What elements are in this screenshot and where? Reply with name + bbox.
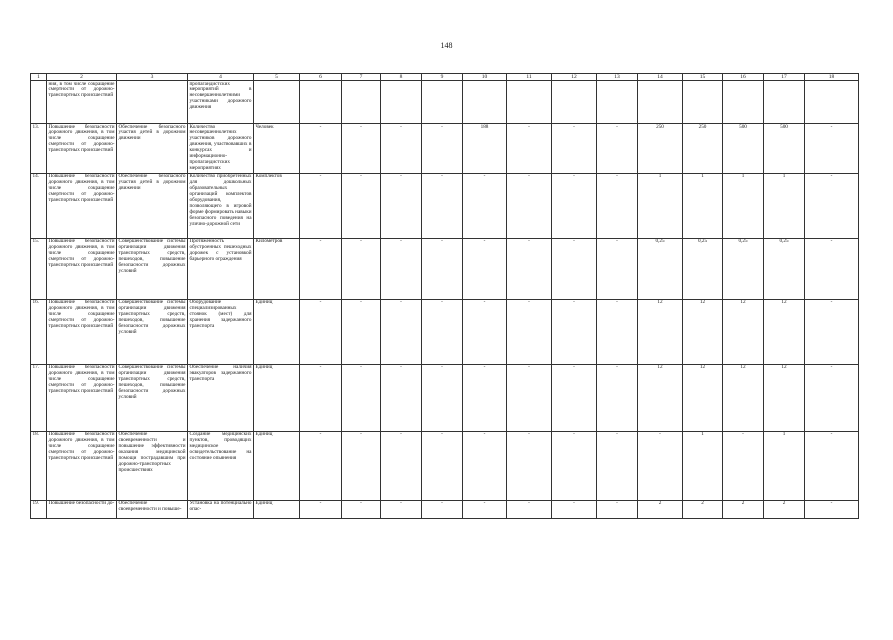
task-cell: Совершенствование системы организации движения транспортных средств, пешеходов, повышение безопасности дорожных условий	[117, 364, 188, 431]
column-number-cell: 1	[31, 74, 47, 81]
value-cell: -	[422, 364, 463, 431]
value-cell: -	[342, 173, 381, 238]
row-number-cell: 19.	[31, 500, 47, 518]
value-cell: -	[552, 431, 597, 500]
value-cell: -	[342, 431, 381, 500]
value-cell: -	[422, 124, 463, 174]
value-cell: 188	[463, 124, 507, 174]
row-number-cell: 13.	[31, 124, 47, 174]
value-cell: -	[463, 364, 507, 431]
value-cell	[683, 81, 723, 124]
row-number-cell: 15.	[31, 238, 47, 299]
value-cell	[805, 81, 859, 124]
unit-cell: Комплектов	[254, 173, 300, 238]
unit-cell: Единиц	[254, 431, 300, 500]
table-body	[31, 74, 859, 519]
value-cell: -	[597, 238, 638, 299]
value-cell: 12	[723, 364, 764, 431]
table-row	[31, 431, 859, 500]
value-cell: -	[422, 173, 463, 238]
value-cell: 1	[683, 431, 723, 500]
value-cell: -	[300, 238, 342, 299]
value-cell: 1	[683, 173, 723, 238]
table-row	[31, 500, 859, 518]
value-cell: -	[552, 500, 597, 518]
value-cell: 12	[683, 364, 723, 431]
value-cell: -	[381, 299, 422, 364]
value-cell: -	[552, 238, 597, 299]
value-cell: 12	[723, 299, 764, 364]
indicator-cell: Установка на потенциально опас-	[188, 500, 254, 518]
value-cell: 0,25	[638, 238, 683, 299]
value-cell: 12	[764, 299, 805, 364]
value-cell: -	[342, 124, 381, 174]
value-cell: -	[805, 299, 859, 364]
goal-cell: Повышение безопасности дорожного движения, в том числе сокращение смертности от дорожно-транспортных происшествий	[47, 299, 117, 364]
value-cell: -	[463, 431, 507, 500]
value-cell: -	[422, 299, 463, 364]
indicator-cell: Оборудование специализированных стоянок (мест) для хранения задержанного транспорта	[188, 299, 254, 364]
value-cell: -	[805, 173, 859, 238]
column-number-cell: 12	[552, 74, 597, 81]
indicator-cell: пропагандистских мероприятий в несовершеннолетними участниками дорожного движения	[188, 81, 254, 124]
value-cell: -	[805, 238, 859, 299]
task-cell: Обеспечение своевременности и повышение эффективности оказания медицинской помощи пострадавшим при дорожно-транспортных происшествиях	[117, 431, 188, 500]
goal-cell: ния, в том числе сокращение смертности от дорожно-транспортных происшествий	[47, 81, 117, 124]
value-cell: -	[507, 431, 552, 500]
value-cell: -	[300, 124, 342, 174]
value-cell: -	[381, 364, 422, 431]
value-cell: 1	[764, 431, 805, 500]
value-cell: -	[463, 299, 507, 364]
value-cell	[422, 81, 463, 124]
value-cell	[300, 81, 342, 124]
value-cell: -	[805, 124, 859, 174]
table-row	[31, 81, 859, 124]
indicator-cell: Количество приобретенных для дошкольных образовательных организаций комплектов оборудования, позволяющего в игровой форме формировать навыки безопасного поведения на улично-дорожной сети	[188, 173, 254, 238]
value-cell: -	[381, 173, 422, 238]
task-cell: Совершенствование системы организации движения транспортных средств, пешеходов, повышение безопасности дорожных условий	[117, 299, 188, 364]
value-cell: 250	[683, 124, 723, 174]
value-cell: -	[422, 238, 463, 299]
value-cell: -	[597, 364, 638, 431]
value-cell	[764, 81, 805, 124]
row-number-cell	[31, 81, 47, 124]
task-cell: Обеспечение безопасного участия детей в дорожном движении	[117, 124, 188, 174]
value-cell	[463, 81, 507, 124]
value-cell: 1	[638, 173, 683, 238]
column-number-cell: 16	[723, 74, 764, 81]
value-cell: -	[805, 364, 859, 431]
value-cell: -	[552, 364, 597, 431]
unit-cell: Километров	[254, 238, 300, 299]
column-number-cell: 18	[805, 74, 859, 81]
unit-cell: Единиц	[254, 299, 300, 364]
value-cell: -	[507, 364, 552, 431]
value-cell: -	[300, 299, 342, 364]
value-cell: -	[723, 431, 764, 500]
value-cell: -	[422, 431, 463, 500]
goal-cell: Повышение безопасности дорожного движения, в том числе сокращение смертности от дорожно-транспортных происшествий	[47, 124, 117, 174]
value-cell: -	[463, 500, 507, 518]
value-cell: 2	[683, 500, 723, 518]
goal-cell: Повышение безопасности дорожного движения, в том числе сокращение смертности от дорожно-транспортных происшествий	[47, 431, 117, 500]
column-number-cell: 6	[300, 74, 342, 81]
page-number: 148	[440, 41, 453, 50]
value-cell: 12	[638, 299, 683, 364]
value-cell: 0,25	[723, 238, 764, 299]
row-number-cell: 18.	[31, 431, 47, 500]
value-cell: -	[342, 500, 381, 518]
value-cell: -	[422, 500, 463, 518]
unit-cell: Единиц	[254, 500, 300, 518]
value-cell: -	[381, 238, 422, 299]
column-number-row	[31, 74, 859, 81]
value-cell: 2	[764, 500, 805, 518]
table-row	[31, 299, 859, 364]
value-cell: 250	[638, 124, 683, 174]
value-cell: -	[463, 238, 507, 299]
value-cell	[552, 81, 597, 124]
value-cell: 12	[764, 364, 805, 431]
value-cell: -	[300, 173, 342, 238]
column-number-cell: 3	[117, 74, 188, 81]
value-cell: -	[463, 173, 507, 238]
goal-cell: Повышение безопасности дорожного движения, в том числе сокращение смертности от дорожно-транспортных происшествий	[47, 364, 117, 431]
column-number-cell: 11	[507, 74, 552, 81]
goal-cell: Повышение безопасности дорожного движения, в том числе сокращение смертности от дорожно-транспортных происшествий	[47, 173, 117, 238]
column-number-cell: 5	[254, 74, 300, 81]
indicator-cell: Создание медицинских пунктов, проводящих медицинское освидетельствование на состояние опьянения	[188, 431, 254, 500]
task-cell	[117, 81, 188, 124]
value-cell: -	[507, 173, 552, 238]
column-number-cell: 8	[381, 74, 422, 81]
table-row	[31, 173, 859, 238]
value-cell: -	[638, 431, 683, 500]
value-cell: 2	[723, 500, 764, 518]
value-cell: -	[507, 238, 552, 299]
value-cell: -	[342, 364, 381, 431]
column-number-cell: 10	[463, 74, 507, 81]
value-cell: -	[507, 500, 552, 518]
column-number-cell: 13	[597, 74, 638, 81]
value-cell: -	[597, 173, 638, 238]
task-cell: Совершенствование системы организации движения транспортных средств, пешеходов, повышение безопасности дорожных условий	[117, 238, 188, 299]
unit-cell: Человек	[254, 124, 300, 174]
value-cell: -	[805, 500, 859, 518]
column-number-cell: 4	[188, 74, 254, 81]
value-cell	[381, 81, 422, 124]
value-cell: -	[597, 124, 638, 174]
value-cell: -	[381, 124, 422, 174]
column-number-cell: 9	[422, 74, 463, 81]
value-cell: -	[597, 299, 638, 364]
unit-cell	[254, 81, 300, 124]
value-cell: -	[507, 124, 552, 174]
value-cell	[342, 81, 381, 124]
value-cell: 0,25	[683, 238, 723, 299]
row-number-cell: 17.	[31, 364, 47, 431]
task-cell: Обеспечение своевременности и повыше-	[117, 500, 188, 518]
column-number-cell: 17	[764, 74, 805, 81]
table-row	[31, 364, 859, 431]
value-cell: -	[597, 500, 638, 518]
value-cell: -	[381, 431, 422, 500]
value-cell	[597, 81, 638, 124]
value-cell	[507, 81, 552, 124]
value-cell: 0,25	[764, 238, 805, 299]
value-cell: 500	[764, 124, 805, 174]
value-cell: -	[597, 431, 638, 500]
value-cell: -	[342, 238, 381, 299]
unit-cell: Единиц	[254, 364, 300, 431]
column-number-cell: 2	[47, 74, 117, 81]
value-cell	[638, 81, 683, 124]
table-row	[31, 238, 859, 299]
value-cell	[723, 81, 764, 124]
column-number-cell: 15	[683, 74, 723, 81]
value-cell: -	[300, 431, 342, 500]
table-row	[31, 124, 859, 174]
task-cell: Обеспечение безопасного участия детей в дорожном движении	[117, 173, 188, 238]
goal-cell: Повышение безопасности до-	[47, 500, 117, 518]
value-cell: 500	[723, 124, 764, 174]
value-cell: -	[381, 500, 422, 518]
row-number-cell: 14.	[31, 173, 47, 238]
value-cell: -	[342, 299, 381, 364]
program-indicators-table	[30, 73, 859, 519]
indicator-cell: Обеспечение наличия эвакуаторов задержанного транспорта	[188, 364, 254, 431]
value-cell: -	[300, 364, 342, 431]
column-number-cell: 7	[342, 74, 381, 81]
value-cell: 12	[638, 364, 683, 431]
value-cell: 2	[638, 500, 683, 518]
indicator-cell: Количество несовершеннолетних участников дорожного движения, участвовавших в конкурсах и информационно-пропагандистских мероприятиях	[189, 123, 252, 172]
value-cell: 1	[723, 173, 764, 238]
value-cell: 12	[683, 299, 723, 364]
value-cell: -	[552, 299, 597, 364]
value-cell: -	[805, 431, 859, 500]
goal-cell: Повышение безопасности дорожного движения, в том числе сокращение смертности от дорожно-транспортных происшествий	[47, 238, 117, 299]
indicator-cell: Протяженность обустроенных пешеходных дорожек с установкой барьерного ограждения	[188, 238, 254, 299]
value-cell: -	[552, 124, 597, 174]
value-cell: 1	[764, 173, 805, 238]
column-number-cell: 14	[638, 74, 683, 81]
value-cell: -	[552, 173, 597, 238]
row-number-cell: 16.	[31, 299, 47, 364]
value-cell: -	[507, 299, 552, 364]
value-cell: -	[300, 500, 342, 518]
